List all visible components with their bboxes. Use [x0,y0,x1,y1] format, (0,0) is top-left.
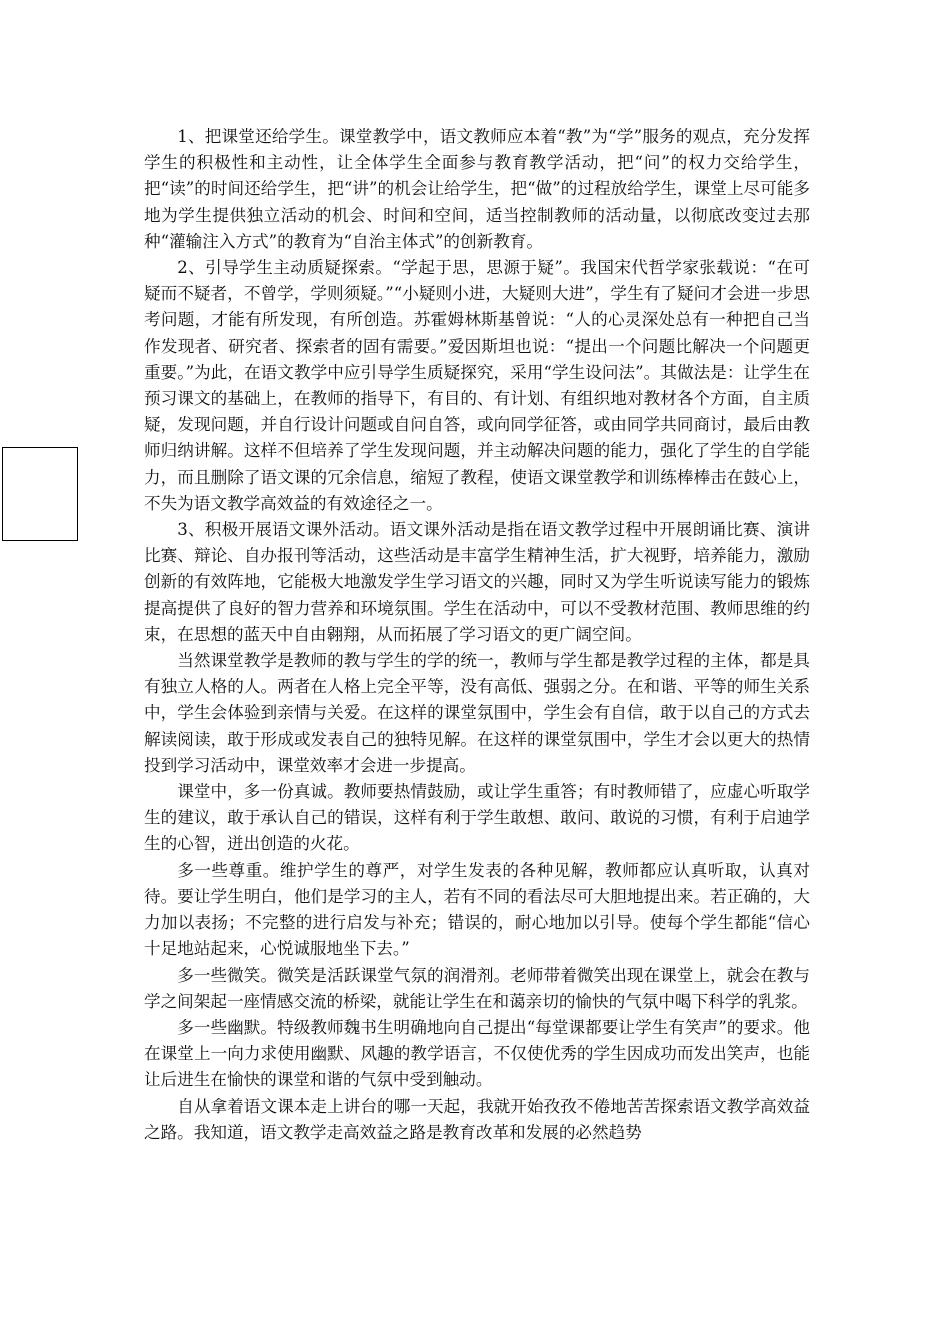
paragraph-3: 3、积极开展语文课外活动。语文课外活动是指在语文教学过程中开展朗诵比赛、演讲比赛、辩论、自办报刊等活动，这些活动是丰富学生精神生活，扩大视野，培养能力，激励创新的有效阵地，它能极大地激发学生学习语文的兴趣，同时又为学生听说读写能力的锻炼提高提供了良好的智力营养和环境氛围。学生在活动中，可以不受教材范围、教师思维的约束，在思想的蓝天中自由翱翔，从而拓展了学习语文的更广阔空间。 [144,520,810,644]
margin-box [2,447,78,541]
paragraph-7: 多一些微笑。微笑是活跃课堂气氛的润滑剂。老师带着微笑出现在课堂上，就会在教与学之间架起一座情感交流的桥梁，就能让学生在和蔼亲切的愉快的气氛中喝下科学的乳浆。 [144,965,810,1011]
document-body [144,124,810,1146]
paragraph-9: 自从拿着语文课本走上讲台的哪一天起，我就开始孜孜不倦地苦苦探索语文教学高效益之路。我知道，语文教学走高效益之路是教育改革和发展的必然趋势 [144,1096,810,1142]
paragraph-8: 多一些幽默。特级教师魏书生明确地向自己提出“每堂课都要让学生有笑声”的要求。他在课堂上一向力求使用幽默、风趣的教学语言，不仅使优秀的学生因成功而发出笑声，也能让后进生在愉快的课堂和谐的气氛中受到触动。 [144,1017,810,1090]
paragraph-6: 多一些尊重。维护学生的尊严，对学生发表的各种见解，教师都应认真听取，认真对待。要让学生明白，他们是学习的主人，若有不同的看法尽可大胆地提出来。若正确的，大力加以表扬；不完整的进行启发与补充；错误的，耐心地加以引导。使每个学生都能“信心十足地站起来，心悦诚服地坐下去。” [144,860,810,959]
paragraph-4: 当然课堂教学是教师的教与学生的学的统一，教师与学生都是教学过程的主体，都是具有独立人格的人。两者在人格上完全平等，没有高低、强弱之分。在和谐、平等的师生关系中，学生会体验到亲情与关爱。在这样的课堂氛围中，学生会有自信，敢于以自己的方式去解读阅读，敢于形成或发表自己的独特见解。在这样的课堂氛围中，学生才会以更大的热情投到学习活动中，课堂效率才会进一步提高。 [144,651,810,775]
paragraph-2: 2、引导学生主动质疑探索。“学起于思，思源于疑”。我国宋代哲学家张载说：“在可疑而不疑者，不曾学，学则须疑。”“小疑则小进，大疑则大进”，学生有了疑问才会进一步思考问题，才能有所发现，有所创造。苏霍姆林斯基曾说：“人的心灵深处总有一种把自己当作发现者、研究者、探索者的固有需要。”爱因斯坦也说：“提出一个问题比解决一个问题更重要。”为此，在语文教学中应引导学生质疑探究，采用“学生设问法”。其做法是：让学生在预习课文的基础上，在教师的指导下，有目的、有计划、有组织地对教材各个方面，自主质疑，发现问题，并自行设计问题或自问自答，或向同学征答，或由同学共同商讨，最后由教师归纳讲解。这样不但培养了学生发现问题，并主动解决问题的能力，强化了学生的自学能力，而且删除了语文课的冗余信息，缩短了教程，使语文课堂教学和训练棒棒击在鼓心上，不失为语文教学高效益的有效途径之一。 [144,258,810,513]
paragraph-5: 课堂中，多一份真诚。教师要热情鼓励，或让学生重答；有时教师错了，应虚心听取学生的建议，敢于承认自己的错误，这样有利于学生敢想、敢问、敢说的习惯，有利于启迪学生的心智，迸出创造的火花。 [144,782,810,854]
paragraph-1: 1、把课堂还给学生。课堂教学中，语文教师应本着“教”为“学”服务的观点，充分发挥学生的积极性和主动性，让全体学生全面参与教育教学活动，把“问”的权力交给学生，把“读”的时间还给学生，把“讲”的机会让给学生，把“做”的过程放给学生，课堂上尽可能多地为学生提供独立活动的机会、时间和空间，适当控制教师的活动量，以彻底改变过去那种“灌输注入方式”的教育为“自治主体式”的创新教育。 [144,127,810,251]
